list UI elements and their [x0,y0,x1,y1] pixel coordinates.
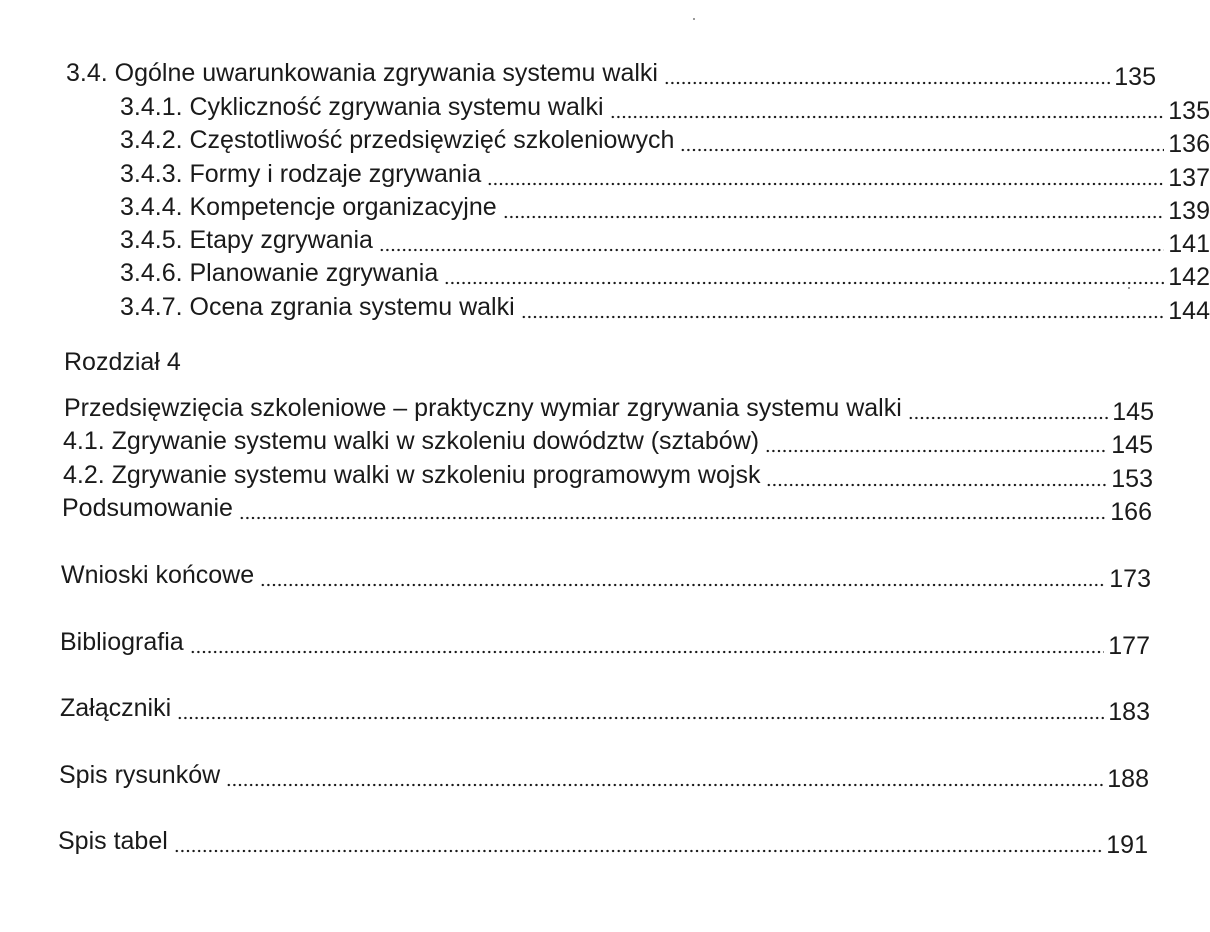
dot-leader [487,159,1164,189]
dot-leader [610,92,1165,122]
dot-leader [190,627,1105,657]
toc-entry-4-2[interactable] [0,456,1153,493]
toc-entry-page: 136 [1168,130,1210,158]
toc-entry-3-4-6[interactable] [0,254,1210,291]
toc-entry-title: 3.4.2. Częstotliwość przedsięwzięć szkoleniowych [120,126,675,154]
toc-entry-3-4-1[interactable] [0,88,1210,125]
dot-leader [521,292,1165,322]
toc-entry-zalaczniki[interactable] [0,689,1150,726]
dot-leader [260,560,1105,590]
toc-entry-3-4-4[interactable] [0,188,1210,225]
dot-leader [226,760,1103,790]
dot-leader [680,125,1164,155]
toc-entry-page: 135 [1114,63,1156,91]
dot-leader [766,460,1107,490]
toc-entry-title: 4.2. Zgrywanie systemu walki w szkoleniu programowym wojsk [63,461,761,489]
toc-entry-page: 145 [1111,431,1153,459]
toc-entry-title: 3.4.4. Kompetencje organizacyjne [120,193,497,221]
dot-leader [177,693,1104,723]
chapter-heading: Rozdział 4 [64,348,181,376]
toc-entry-title: Spis rysunków [59,761,221,789]
toc-entry-title: Bibliografia [60,628,184,656]
toc-entry-page: 177 [1108,632,1150,660]
toc-entry-page: 191 [1106,831,1148,859]
dot-leader [174,826,1102,856]
toc-entry-page: 188 [1107,765,1149,793]
toc-entry-title: Przedsięwzięcia szkoleniowe – praktyczny wymiar zgrywania systemu walki [64,394,902,422]
toc-entry-title: Spis tabel [58,827,168,855]
toc-entry-wnioski[interactable] [0,556,1151,593]
dot-leader [239,493,1106,523]
toc-entry-3-4-3[interactable] [0,155,1210,192]
toc-entry-page: 183 [1108,698,1150,726]
toc-entry-title: Wnioski końcowe [61,561,255,589]
toc-entry-title: Podsumowanie [62,494,233,522]
toc-entry-3-4[interactable] [0,54,1156,91]
toc-entry-bibliografia[interactable] [0,623,1150,660]
scan-speck [693,18,695,20]
toc-entry-page: 166 [1110,498,1152,526]
toc-entry-spis-tabel[interactable] [0,822,1148,859]
dot-leader [379,225,1164,255]
dot-leader [503,192,1165,222]
dot-leader [664,58,1110,88]
toc-entry-page: 135 [1168,97,1210,125]
toc-entry-title: 3.4.5. Etapy zgrywania [120,226,373,254]
dot-leader [908,393,1109,423]
toc-entry-page: 153 [1111,465,1153,493]
toc-entry-podsumowanie[interactable] [0,489,1152,526]
toc-entry-page: 142 [1168,263,1210,291]
toc-entry-page: 145 [1112,398,1154,426]
toc-entry-chapter-4-title[interactable] [0,389,1154,426]
toc-entry-3-4-5[interactable] [0,221,1210,258]
toc-entry-page: 139 [1168,197,1210,225]
toc-entry-title: 3.4. Ogólne uwarunkowania zgrywania systemu walki [66,59,658,87]
toc-entry-page: 137 [1168,164,1210,192]
toc-entry-4-1[interactable] [0,422,1153,459]
dot-leader [765,426,1107,456]
toc-entry-title: 3.4.3. Formy i rodzaje zgrywania [120,160,482,188]
toc-entry-title: 3.4.6. Planowanie zgrywania [120,259,439,287]
toc-entry-title: 3.4.1. Cykliczność zgrywania systemu walki [120,93,604,121]
toc-entry-page: 141 [1168,230,1210,258]
toc-entry-title: 4.1. Zgrywanie systemu walki w szkoleniu dowództw (sztabów) [63,427,760,455]
toc-entry-title: Załączniki [60,694,172,722]
toc-entry-page: 144 [1168,297,1210,325]
toc-entry-3-4-2[interactable] [0,121,1210,158]
dot-leader [444,258,1164,288]
toc-entry-page: 173 [1109,565,1151,593]
toc-entry-3-4-7[interactable] [0,288,1210,325]
toc-entry-spis-rysunkow[interactable] [0,756,1149,793]
toc-entry-title: 3.4.7. Ocena zgrania systemu walki [120,293,515,321]
